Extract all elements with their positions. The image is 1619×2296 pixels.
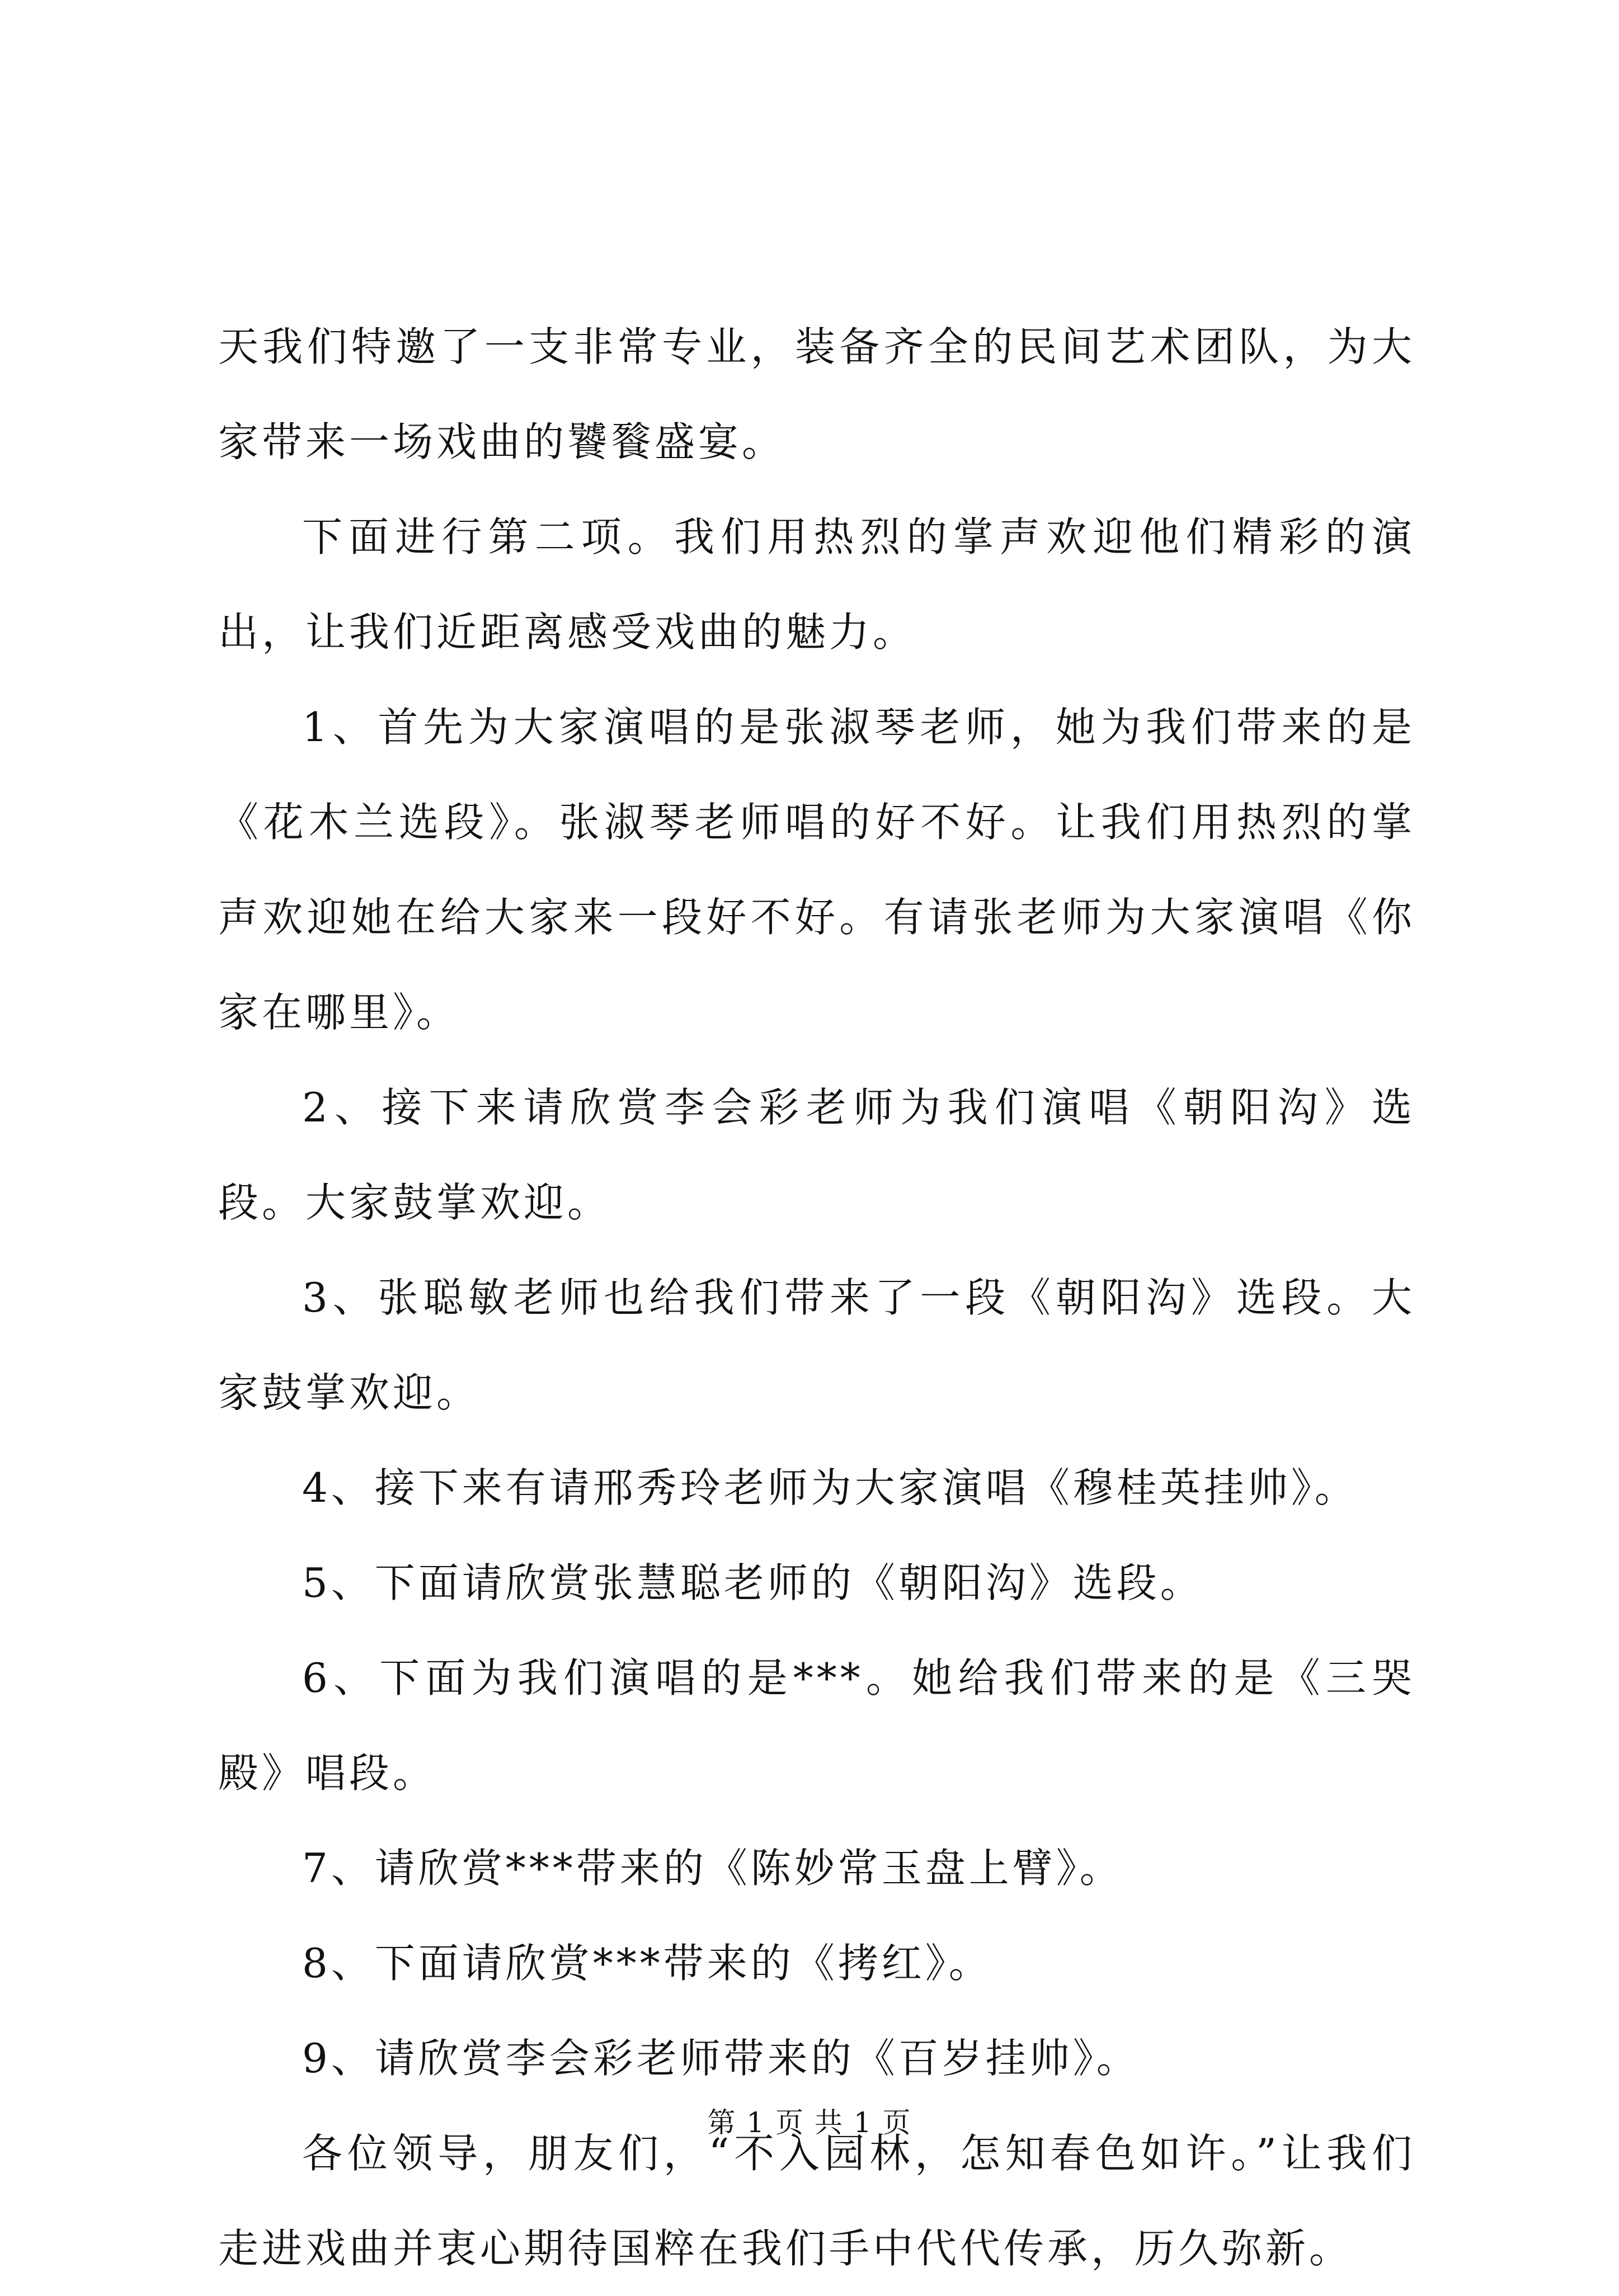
paragraph-program-2: 2、接下来请欣赏李会彩老师为我们演唱《朝阳沟》选段。大家鼓掌欢迎。 [218, 1084, 1415, 1226]
document-body [218, 299, 1415, 2296]
paragraph-program-7: 7、请欣赏***带来的《陈妙常玉盘上臂》。 [302, 1845, 1123, 1892]
paragraph-program-9: 9、请欣赏李会彩老师带来的《百岁挂帅》。 [302, 2035, 1140, 2082]
paragraph-second-item: 下面进行第二项。我们用热烈的掌声欢迎他们精彩的演出，让我们近距离感受戏曲的魅力。 [218, 513, 1415, 656]
paragraph-closing: 各位领导，朋友们，“不入园林，怎知春色如许。”让我们走进戏曲并衷心期待国粹在我们手中代代传承，历久弥新。 [218, 2130, 1415, 2272]
paragraph-intro-continued: 天我们特邀了一支非常专业，装备齐全的民间艺术团队，为大家带来一场戏曲的饕餮盛宴。 [218, 323, 1415, 465]
paragraph-program-5: 5、下面请欣赏张慧聪老师的《朝阳沟》选段。 [302, 1559, 1204, 1606]
paragraph-program-1: 1、首先为大家演唱的是张淑琴老师，她为我们带来的是《花木兰选段》。张淑琴老师唱的好不好。让我们用热烈的掌声欢迎她在给大家来一段好不好。有请张老师为大家演唱《你家在哪里》。 [218, 704, 1415, 1036]
paragraph-program-8: 8、下面请欣赏***带来的《拷红》。 [302, 1940, 992, 1987]
paragraph-program-4: 4、接下来有请邢秀玲老师为大家演唱《穆桂英挂帅》。 [302, 1464, 1358, 1511]
page-footer: 第 1 页 共 1 页 [707, 2106, 912, 2139]
paragraph-program-6: 6、下面为我们演唱的是***。她给我们带来的是《三哭殿》唱段。 [218, 1654, 1415, 1797]
paragraph-program-3: 3、张聪敏老师也给我们带来了一段《朝阳沟》选段。大家鼓掌欢迎。 [218, 1274, 1415, 1416]
